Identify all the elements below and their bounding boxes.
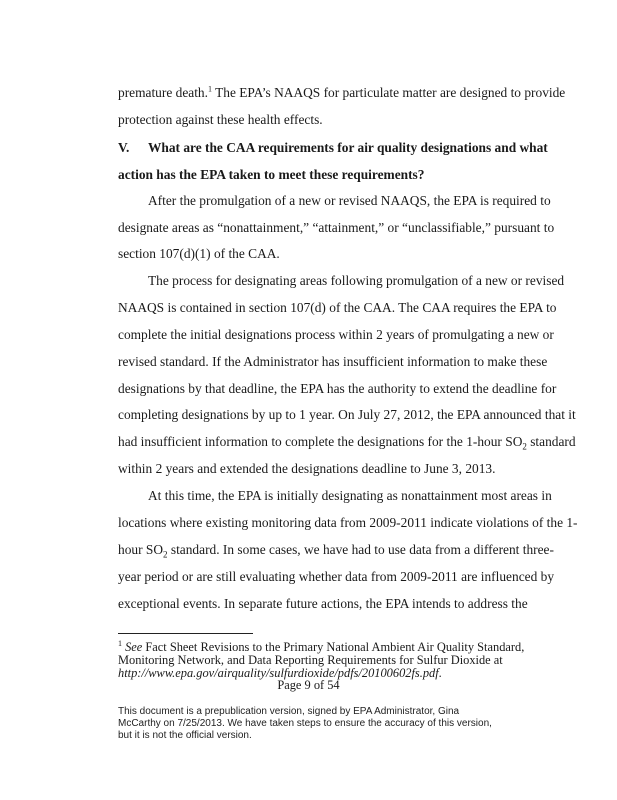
footnote-link[interactable]: http://www.epa.gov/airquality/sulfurdioxide/pdfs/20100602fs.pdf [118, 666, 439, 680]
body-line-12: had insufficient information to complete the designations for the 1-hour $SO_2$ standard [118, 434, 576, 452]
body-line-5: section 107(d)(1) of the CAA. [118, 246, 280, 261]
body-line-8: complete the initial designations process within 2 years of promulgating a new or [118, 327, 554, 342]
section-heading-line-2: action has the EPA taken to meet these requirements? [118, 167, 425, 182]
body-line-4: designate areas as “nonattainment,” “attainment,” or “unclassifiable,” pursuant to [118, 220, 555, 235]
body-line-15: locations where existing monitoring data from 2009-2011 indicate violations of the 1- [118, 515, 578, 530]
prepublication-disclaimer: This document is a prepublication version, signed by EPA Administrator, Gina McCarthy on 7/25/2013. We have taken steps to ensure the accuracy of this version, but it is not the official version. [118, 706, 492, 741]
body-line-17: year period or are still evaluating whether data from 2009-2011 are influenced by [118, 569, 555, 584]
body-line-1: premature death.$^1$ The EPA’s NAAQS for particulate matter are designed to provide [118, 84, 566, 100]
body-line-9: revised standard. If the Administrator has insufficient information to make these [118, 354, 548, 369]
body-line-13: within 2 years and extended the designations deadline to June 3, 2013. [118, 461, 496, 476]
body-line-18: exceptional events. In separate future actions, the EPA intends to address the [118, 596, 528, 611]
footnote-line-3: http://www.epa.gov/airquality/sulfurdioxide/pdfs/20100602fs.pdf. [118, 666, 442, 680]
body-line-7: NAAQS is contained in section 107(d) of the CAA. The CAA requires the EPA to [118, 300, 557, 315]
body-line-6: The process for designating areas following promulgation of a new or revised [148, 273, 565, 288]
body-line-11: completing designations by up to 1 year. On July 27, 2012, the EPA announced that it [118, 407, 576, 422]
footnote-line-1: $^1$ See Fact Sheet Revisions to the Primary National Ambient Air Quality Standard, [118, 638, 525, 654]
body-line-3: After the promulgation of a new or revised NAAQS, the EPA is required to [148, 193, 551, 208]
body-line-2: protection against these health effects. [118, 112, 323, 127]
body-line-16: hour $SO_2$ standard. In some cases, we have had to use data from a different three- [118, 542, 554, 560]
footnote-divider [118, 633, 253, 634]
page-number: Page 9 of 54 [277, 678, 340, 692]
section-heading-line-1: What are the CAA requirements for air quality designations and what [148, 140, 548, 155]
body-line-10: designations by that deadline, the EPA has the authority to extend the deadline for [118, 381, 557, 396]
section-number: V. [118, 140, 130, 155]
footnote-line-2: Monitoring Network, and Data Reporting Requirements for Sulfur Dioxide at [118, 653, 503, 667]
body-line-14: At this time, the EPA is initially designating as nonattainment most areas in [148, 488, 552, 503]
